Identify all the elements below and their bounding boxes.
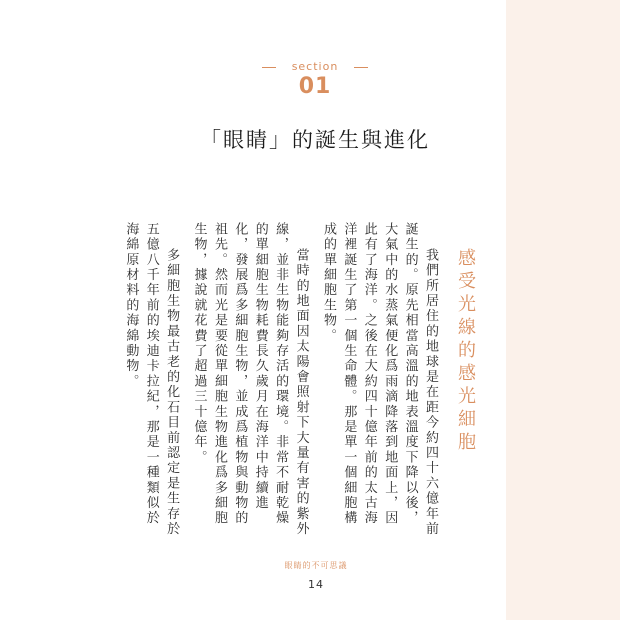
page-edge-band: [506, 0, 620, 620]
section-number: 01: [298, 74, 332, 99]
page-number: 14: [308, 578, 324, 591]
body-text: [123, 222, 440, 540]
running-title: 眼睛的不可思議: [284, 561, 348, 570]
section-rule-left: [262, 67, 276, 68]
section-rule-right: [354, 67, 368, 68]
body-paragraph: 當時的地面因太陽會照射下大量有害的紫外線，並非生物能夠存活的環境。非常不耐乾燥的單細胞生物耗費長久歲月在海洋中持續進化，發展爲多細胞生物，並成爲植物與動物的祖先。然而光是要從單細胞生物進化爲多細胞生物，據說就花費了超過三十億年。: [191, 222, 309, 537]
chapter-title: 「眼睛」的誕生與進化: [200, 128, 430, 152]
section-subtitle: 感受光線的感光細胞: [455, 248, 476, 455]
section-label: section: [291, 60, 339, 73]
body-paragraph: 多細胞生物最古老的化石目前認定是生存於五億八千年前的埃迪卡拉紀，那是一種類似於海綿原材料的海綿動物。: [123, 222, 180, 537]
body-paragraph: 我們所居住的地球是在距今約四十六億年前誕生的。原先相當高溫的地表溫度下降以後，大氣中的水蒸氣便化爲雨滴降落到地面上，因此有了海洋。之後在大約四十億年前的太古海洋裡誕生了第一個生命體。那是單一個細胞構成的單細胞生物。: [320, 222, 438, 537]
